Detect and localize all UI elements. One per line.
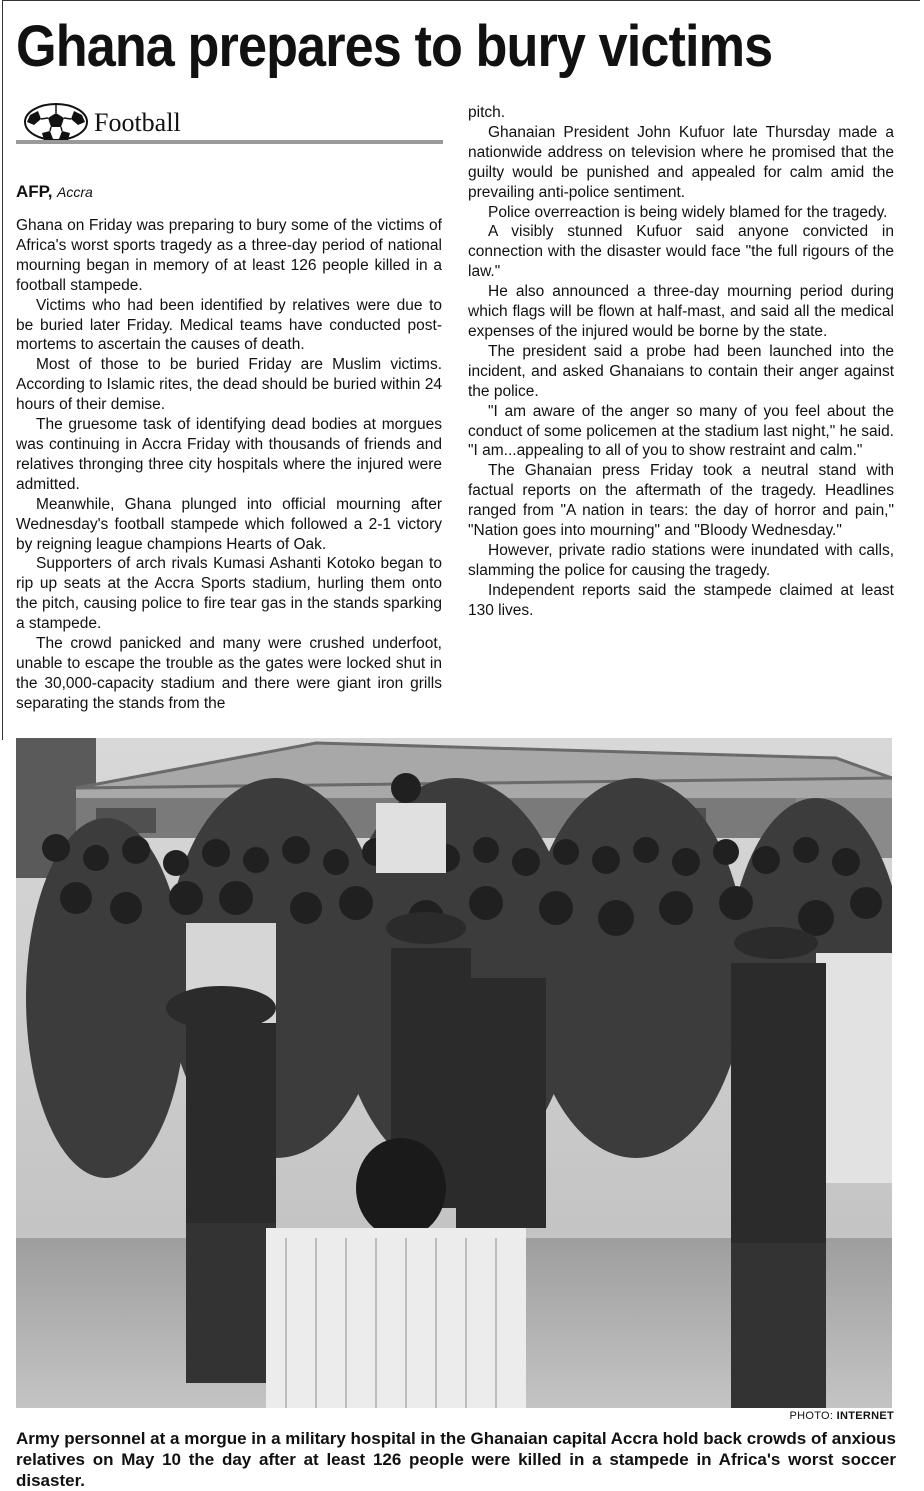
- paragraph: Ghanaian President John Kufuor late Thursday made a nationwide address on television where he promised that the guilty would be punished and appealed for calm amid the prevailing anti-police sentiment.: [468, 123, 894, 201]
- paragraph: Ghana on Friday was preparing to bury some of the victims of Africa's worst sports tragedy as a three-day period of national mourning began in memory of at least 126 people killed in a football stampede.: [16, 217, 442, 294]
- paragraph: Most of those to be buried Friday are Muslim victims. According to Islamic rites, the dead should be buried within 24 hours of their demise.: [16, 356, 442, 414]
- paragraph: "I am aware of the anger so many of you feel about the conduct of some policemen at the stadium last night," he said. "I am...appealing to all of you to show restraint and calm.": [468, 402, 894, 460]
- paragraph: However, private radio stations were inundated with calls, slamming the police for causing the tragedy.: [468, 541, 894, 579]
- paragraph: A visibly stunned Kufuor said anyone convicted in connection with the disaster would face "the full rigours of the law.": [468, 223, 894, 281]
- headline: Ghana prepares to bury victims: [16, 14, 773, 79]
- byline-agency: AFP,: [16, 182, 53, 201]
- crowd-photo-illustration: [16, 738, 892, 1408]
- paragraph: He also announced a three-day mourning period during which flags will be flown at half-mast, and said all the medical expenses of the injured would be borne by the state.: [468, 283, 894, 340]
- photo-credit-source: INTERNET: [836, 1410, 894, 1422]
- page-border-left: [2, 0, 3, 740]
- paragraph: The crowd panicked and many were crushed underfoot, unable to escape the trouble as the gates were locked shut in the 30,000-capacity stadium and there were giant iron grills separating the stands from the: [16, 635, 442, 712]
- paragraph: Meanwhile, Ghana plunged into official mourning after Wednesday's football stampede which followed a 2-1 victory by reigning league champions Hearts of Oak.: [16, 495, 442, 553]
- photo-credit-prefix: PHOTO:: [789, 1410, 834, 1422]
- page-border-top: [2, 0, 920, 1]
- byline-location: Accra: [57, 184, 93, 200]
- section-rule: [16, 140, 443, 144]
- paragraph: The president said a probe had been launched into the incident, and asked Ghanaians to contain their anger against the police.: [468, 342, 894, 400]
- paragraph: The gruesome task of identifying dead bodies at morgues was continuing in Accra Friday with thousands of friends and relatives thronging three city hospitals where the injured were admitted.: [16, 416, 442, 493]
- paragraph: Victims who had been identified by relatives were due to be buried later Friday. Medical teams have conducted post-mortems to ascertain the causes of death.: [16, 296, 442, 354]
- photo-caption: Army personnel at a morgue in a military hospital in the Ghanaian capital Accra hold back crowds of anxious relatives on May 10 the day after at least 126 people were killed in a stampede in Africa's worst soccer disaster.: [16, 1429, 896, 1490]
- paragraph: The Ghanaian press Friday took a neutral stand with factual reports on the aftermath of the tragedy. Headlines ranged from "A nation in tears: the day of horror and pain," "Nation goes into mourning" and "Bloody Wednesday.": [468, 462, 894, 540]
- article-column-right: [468, 103, 894, 621]
- news-photo: [16, 738, 892, 1408]
- section-tag: [16, 103, 443, 143]
- paragraph-continuation: pitch.: [468, 104, 506, 121]
- football-icon: [20, 103, 90, 141]
- article-column-left: [16, 216, 442, 714]
- paragraph: Supporters of arch rivals Kumasi Ashanti Kotoko began to rip up seats at the Accra Sports stadium, hurling them onto the pitch, causing police to fire tear gas in the stands sparking a stampede.: [16, 555, 442, 633]
- section-label: Football: [94, 108, 181, 137]
- byline: [16, 180, 93, 205]
- paragraph: Independent reports said the stampede claimed at least 130 lives.: [468, 581, 894, 619]
- photo-credit: [789, 1410, 894, 1422]
- paragraph: Police overreaction is being widely blamed for the tragedy.: [488, 203, 888, 221]
